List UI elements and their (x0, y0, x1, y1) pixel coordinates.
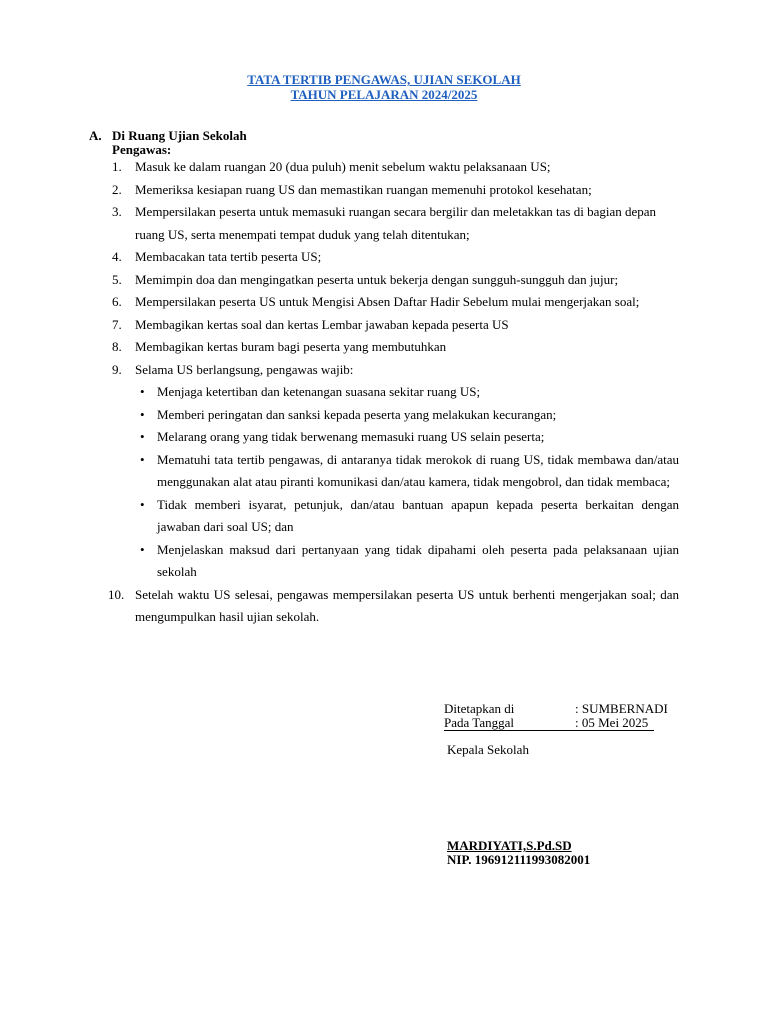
bullet-text: Menjelaskan maksud dari pertanyaan yang tidak dipahami oleh peserta pada pelaksanaan ujian sekolah (157, 541, 679, 579)
document-title-line-1: TATA TERTIB PENGAWAS, UJIAN SEKOLAH (247, 72, 521, 87)
bullet-text: Tidak memberi isyarat, petunjuk, dan/atau bantuan apapun kepada peserta berkaitan dengan jawaban dari soal US; dan (157, 496, 679, 534)
item-number: 1. (112, 159, 122, 174)
section-heading (89, 128, 247, 143)
section-title: Di Ruang Ujian Sekolah (112, 128, 247, 143)
bullet-text: Menjaga ketertiban dan ketenangan suasana sekitar ruang US; (157, 384, 481, 399)
item-number: 6. (112, 294, 122, 309)
item-text: Setelah waktu US selesai, pengawas mempersilakan peserta US untuk berhenti mengerjakan soal; dan mengumpulkan hasil ujian sekolah. (135, 586, 679, 624)
bullet-icon: • (140, 384, 145, 399)
list-item (112, 314, 679, 337)
bullet-item (135, 449, 679, 494)
bullet-text: Mematuhi tata tertib pengawas, di antaranya tidak merokok di ruang US, tidak membawa dan/atau menggunakan alat atau piranti komunikasi dan/atau kamera, tidak mengobrol, dan tidak membaca; (157, 451, 679, 489)
item-text: Selama US berlangsung, pengawas wajib: (135, 361, 354, 377)
item-number: 2. (112, 181, 122, 197)
item-number: 10. (108, 586, 125, 602)
bullet-text: Memberi peringatan dan sanksi kepada peserta yang melakukan kecurangan; (157, 406, 557, 422)
bullet-item (135, 426, 679, 449)
bullet-icon: • (140, 496, 145, 512)
item-number: 9. (112, 361, 122, 377)
item-number: 5. (112, 271, 122, 287)
list-item (112, 269, 679, 292)
list-item (108, 584, 679, 629)
place-label: Ditetapkan di (444, 701, 515, 716)
bullet-icon: • (140, 451, 145, 467)
item-text: Memimpin doa dan mengingatkan peserta untuk bekerja dengan sungguh-sungguh dan jujur; (135, 271, 619, 287)
item-number: 3. (112, 204, 122, 219)
role-heading: Pengawas: (112, 142, 172, 157)
bullet-item (135, 539, 679, 584)
item-text: Membacakan tata tertib peserta US; (135, 249, 322, 264)
bullet-item (135, 494, 679, 539)
signatory-position: Kepala Sekolah (447, 742, 529, 757)
item-text: Masuk ke dalam ruangan 20 (dua puluh) menit sebelum waktu pelaksanaan US; (135, 159, 551, 174)
list-item (112, 156, 679, 179)
bullet-icon: • (140, 406, 145, 422)
signatory-nip: NIP. 196912111993082001 (447, 852, 591, 867)
date-label: Pada Tanggal (444, 715, 514, 730)
list-item (112, 336, 679, 359)
signatory-name: MARDIYATI,S.Pd.SD (447, 838, 572, 853)
list-item (112, 291, 679, 314)
item-text: Mempersilakan peserta US untuk Mengisi Absen Daftar Hadir Sebelum mulai mengerjakan soal; (135, 294, 640, 309)
bullet-icon: • (140, 429, 145, 444)
rules-list (108, 156, 679, 629)
item-text: Membagikan kertas soal dan kertas Lembar jawaban kepada peserta US (135, 316, 509, 332)
list-item (112, 179, 679, 202)
list-item (112, 359, 679, 584)
bullet-item (135, 381, 679, 404)
item-number: 8. (112, 339, 122, 354)
item-text: Membagikan kertas buram bagi peserta yang membutuhkan (135, 339, 447, 354)
date-underline (444, 730, 654, 731)
date-value: : 05 Mei 2025 (575, 715, 649, 730)
item-text: Memeriksa kesiapan ruang US dan memastikan ruangan memenuhi protokol kesehatan; (135, 181, 592, 197)
bullet-item (135, 404, 679, 427)
item-number: 7. (112, 316, 122, 332)
item-number: 4. (112, 249, 122, 264)
document-title-line-2: TAHUN PELAJARAN 2024/2025 (290, 87, 478, 102)
section-letter: A. (89, 128, 102, 143)
place-value: : SUMBERNADI (575, 701, 668, 716)
bullet-list (135, 381, 679, 584)
bullet-text: Melarang orang yang tidak berwenang memasuki ruang US selain peserta; (157, 429, 545, 444)
list-item (112, 246, 679, 269)
list-item (112, 201, 679, 246)
bullet-icon: • (140, 541, 145, 557)
item-text: Mempersilakan peserta untuk memasuki ruangan secara bergilir dan meletakkan tas di bagian depan ruang US, serta menempati tempat duduk yang telah ditentukan; (135, 204, 657, 242)
